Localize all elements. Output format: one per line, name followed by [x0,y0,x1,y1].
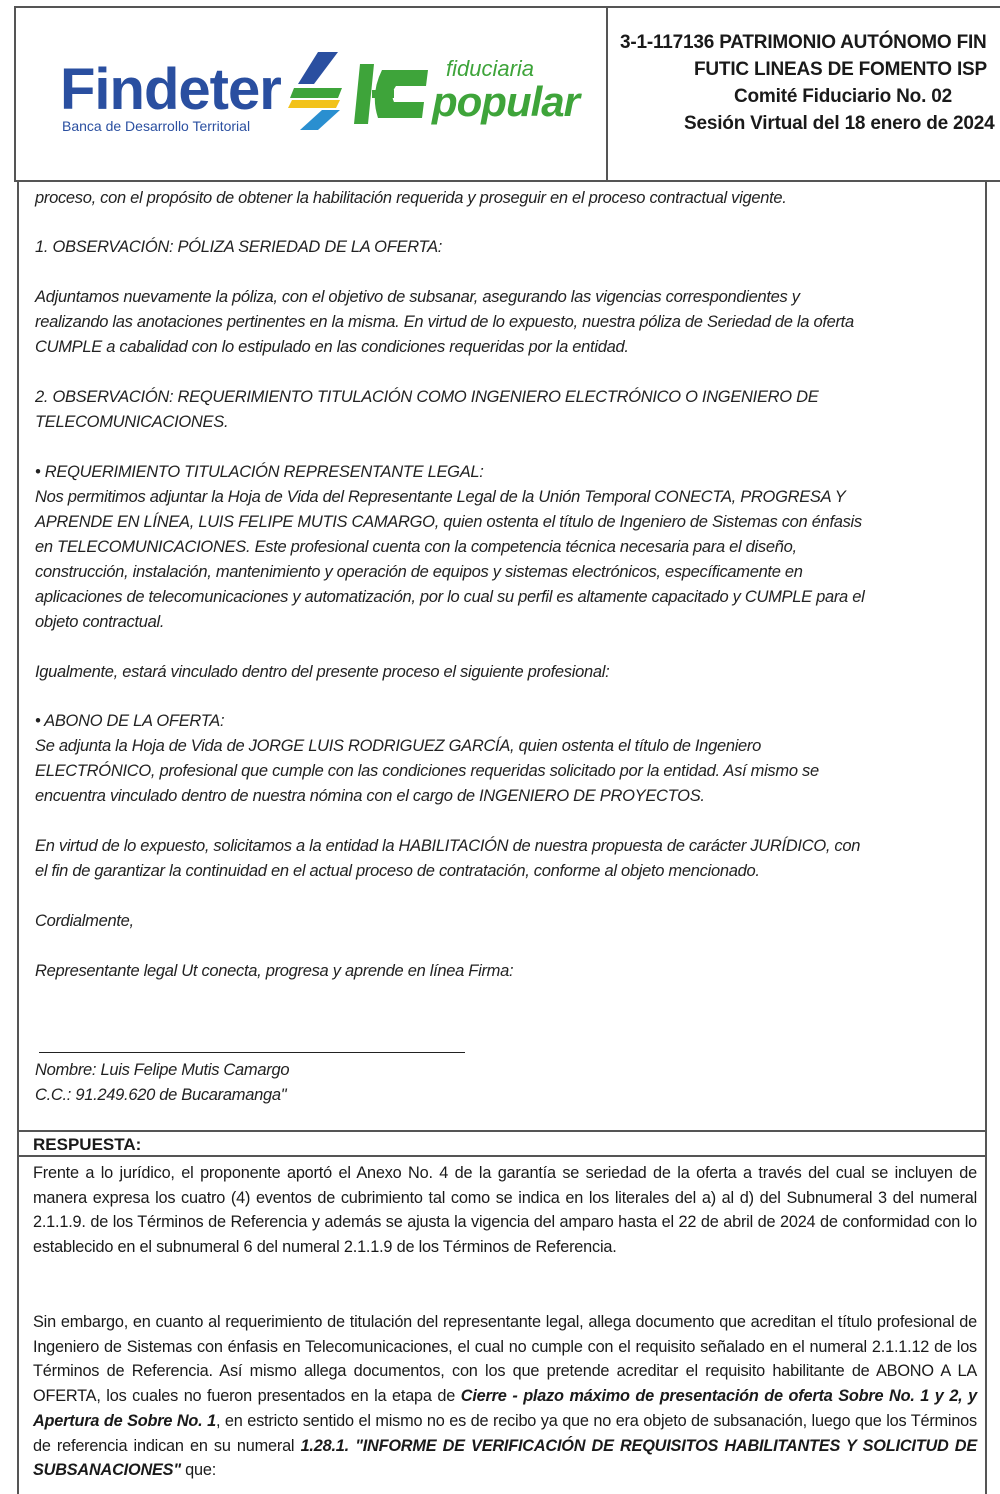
quoted-observation-box [17,182,987,1132]
closing-salutation: Cordialmente, [35,912,134,930]
respuesta-paragraph-1: Frente a lo jurídico, el proponente aportó el Anexo No. 4 de la garantía se seriedad de la oferta a través del cual se incluyen de manera expresa los cuatro (4) eventos de cubrimiento tal como se indica en los literales del a) al d) del Subnumeral 3 del numeral 2.1.1.9. de los Términos de Referencia y además se ajusta la vigencia del amparo hasta el 22 de abril de 2024 de conformidad con lo establecido en el subnumeral 6 del numeral 2.1.1.9 de los Términos de Referencia. [33,1164,977,1257]
habilitacion-request: En virtud de lo expuesto, solicitamos a la entidad la HABILITACIÓN de nuestra propuesta de carácter JURÍDICO, con el fin de garantizar la continuidad en el actual proceso de contratación, conforme al objeto mencionado. [35,837,861,880]
title-line: Sesión Virtual del 18 enero de 2024 [684,113,995,134]
findeter-mark-icon [288,50,346,132]
abono-oferta: • ABONO DE LA OFERTA: Se adjunta la Hoja de Vida de JORGE LUIS RODRIGUEZ GARCÍA, quien ostenta el título de Ingeniero ELECTRÓNICO, profesional que cumple con las condiciones requeridas solicitado por la entidad. Así mismo se encuentra vinculado dentro de nuestra nómina con el cargo de INGENIERO DE PROYECTOS. [35,712,819,805]
respuesta-paragraph-2: Sin embargo, en cuanto al requerimiento de titulación del representante legal, allega documento que acreditan el título profesional de Ingeniero de Sistemas con énfasis en Telecomunicaciones, el cual no cumple con el requisito señalado en el numeral 2.1.1.12 de los Términos de Referencia. Así mismo allega documentos, con los que pretende acreditar el requisito habilitante de ABONO A LA OFERTA, los cuales no fueron presentados en la etapa de Cierre - plazo máximo de presentación de oferta Sobre No. 1 y 2, y Apertura de Sobre No. 1, en estricto sentido el mismo no es de recibo ya que no era objeto de subsanación, luego que los Términos de referencia indican en su numeral 1.28.1. "INFORME DE VERIFICACIÓN DE REQUISITOS HABILITANTES Y SOLICITUD DE SUBSANACIONES" que: [33,1313,978,1480]
popular-label: popular [432,78,579,125]
findeter-tagline: Banca de Desarrollo Territorial [62,118,251,134]
igualmente-text: Igualmente, estará vinculado dentro del presente proceso el siguiente profesional: [35,663,610,681]
title-line: 3-1-117136 PATRIMONIO AUTÓNOMO FIN [620,32,987,53]
observation-1-text: Adjuntamos nuevamente la póliza, con el objetivo de subsanar, asegurando las vigencias correspondientes y realizando las anotaciones pertinentes en la misma. En virtud de lo expuesto, nuestra póliza de Seriedad de la oferta CUMPLE a cabalidad con lo estipulado en las condiciones requeridas por la entidad. [35,288,854,356]
logo-cell [16,8,608,180]
title-line: Comité Fiduciario No. 02 [734,86,952,107]
signature-caption: Representante legal Ut conecta, progresa y aprende en línea Firma: [35,962,514,980]
quote-intro: proceso, con el propósito de obtener la habilitación requerida y proseguir en el proceso contractual vigente. [35,189,787,207]
title-cell [608,8,1000,180]
observation-2-title: 2. OBSERVACIÓN: REQUERIMIENTO TITULACIÓN COMO INGENIERO ELECTRÓNICO O INGENIERO DE TELECOMUNICACIONES. [35,388,819,431]
title-line: FUTIC LINEAS DE FOMENTO ISP [694,59,987,80]
respuesta-heading: RESPUESTA: [33,1135,142,1154]
respuesta-heading-row [17,1132,987,1157]
signer-info: Nombre: Luis Felipe Mutis Camargo C.C.: 91.249.620 de Bucaramanga" [35,1061,290,1104]
respuesta-box [17,1157,987,1494]
document-header [14,6,1000,182]
requirement-legal-rep: • REQUERIMIENTO TITULACIÓN REPRESENTANTE LEGAL: Nos permitimos adjuntar la Hoja de Vida del Representante Legal de la Unión Temporal CONECTA, PROGRESA Y APRENDE EN LÍNEA, LUIS FELIPE MUTIS CAMARGO, quien ostenta el título de Ingeniero de Sistemas con énfasis en TELECOMUNICACIONES. Este profesional cuenta con la competencia técnica necesaria para el diseño, construcción, instalación, mantenimiento y operación de equipos y sistemas electrónicos, específicamente en aplicaciones de telecomunicaciones y automatización, por lo cual su perfil es altamente capacitado y CUMPLE para el objeto contractual. [35,463,865,631]
findeter-logo-text: Findeter [60,57,281,122]
fiduciaria-popular-mark-icon [354,62,430,126]
signature-line [39,1052,465,1053]
fiduciaria-label: fiduciaria [446,56,535,81]
observation-1-title: 1. OBSERVACIÓN: PÓLIZA SERIEDAD DE LA OFERTA: [35,238,443,256]
